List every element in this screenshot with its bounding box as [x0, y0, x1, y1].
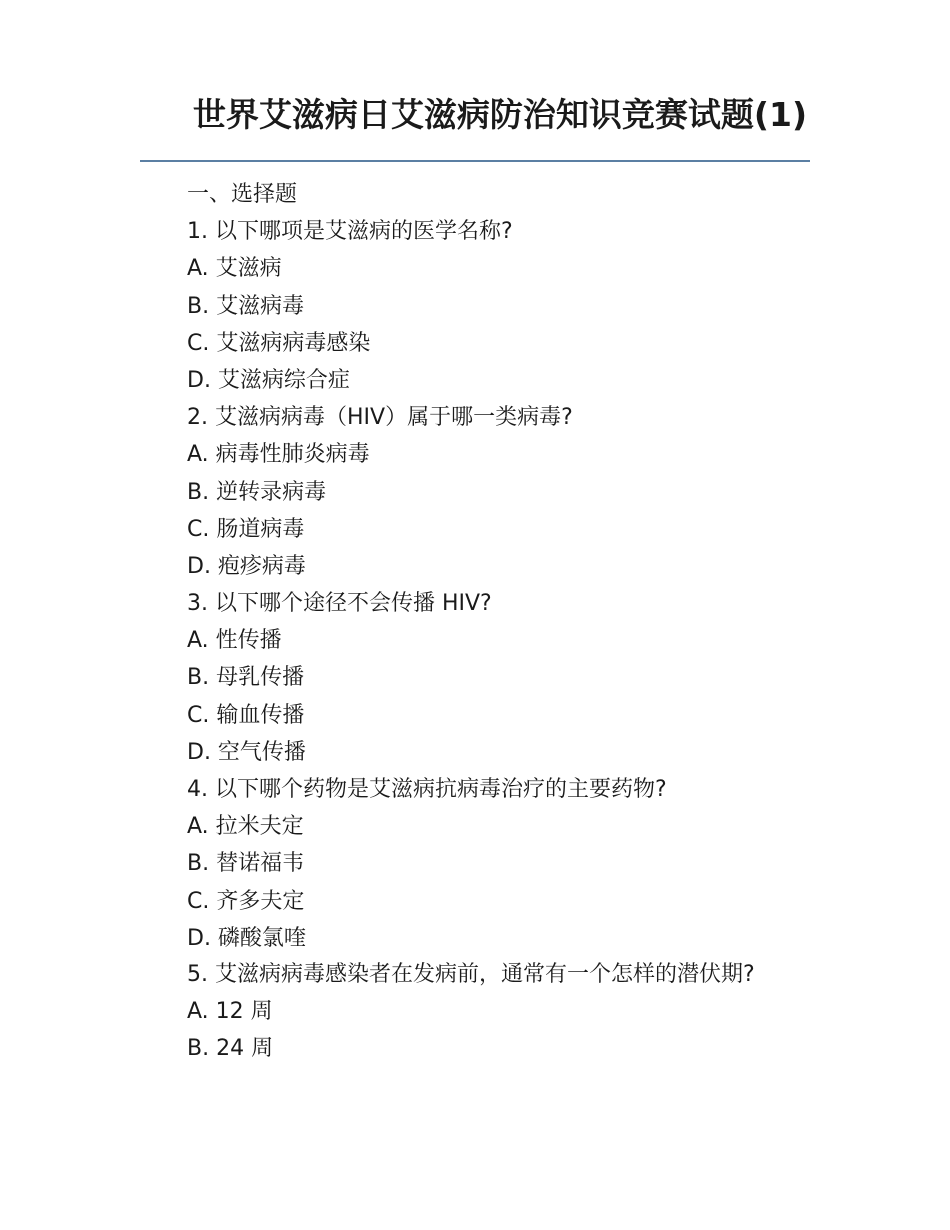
question-1-option-a: A. 艾滋病: [187, 256, 282, 282]
title-underline: [140, 160, 810, 162]
question-4-option-a: A. 拉米夫定: [187, 814, 304, 840]
question-1-option-d: D. 艾滋病综合症: [187, 367, 350, 393]
section-heading: 一、选择题: [187, 182, 298, 207]
question-3-option-c: C. 输血传播: [187, 702, 305, 728]
question-1-option-c: C. 艾滋病病毒感染: [187, 330, 371, 356]
document-title: 世界艾滋病日艾滋病防治知识竞赛试题(1): [192, 95, 808, 134]
question-3-option-b: B. 母乳传播: [187, 665, 305, 691]
question-2-option-b: B. 逆转录病毒: [187, 479, 327, 505]
question-3-option-d: D. 空气传播: [187, 739, 306, 765]
question-1: 1. 以下哪项是艾滋病的医学名称?: [187, 219, 513, 245]
question-1-option-b: B. 艾滋病毒: [187, 293, 305, 319]
question-3-option-a: A. 性传播: [187, 628, 282, 654]
question-5-option-a: A. 12 周: [187, 998, 273, 1024]
question-2-option-d: D. 疱疹病毒: [187, 553, 306, 579]
question-4-option-d: D. 磷酸氯喹: [187, 925, 306, 951]
question-3: 3. 以下哪个途径不会传播 HIV?: [187, 591, 492, 617]
question-4-option-b: B. 替诺福韦: [187, 851, 305, 877]
question-2: 2. 艾滋病病毒（HIV）属于哪一类病毒?: [187, 405, 573, 431]
question-2-option-a: A. 病毒性肺炎病毒: [187, 442, 370, 468]
question-5: 5. 艾滋病病毒感染者在发病前，通常有一个怎样的潜伏期?: [187, 961, 755, 987]
question-2-option-c: C. 肠道病毒: [187, 516, 305, 542]
document-body: [140, 176, 800, 1067]
question-5-option-b: B. 24 周: [187, 1036, 274, 1062]
question-4-option-c: C. 齐多夫定: [187, 888, 305, 914]
question-4: 4. 以下哪个药物是艾滋病抗病毒治疗的主要药物?: [187, 777, 667, 802]
